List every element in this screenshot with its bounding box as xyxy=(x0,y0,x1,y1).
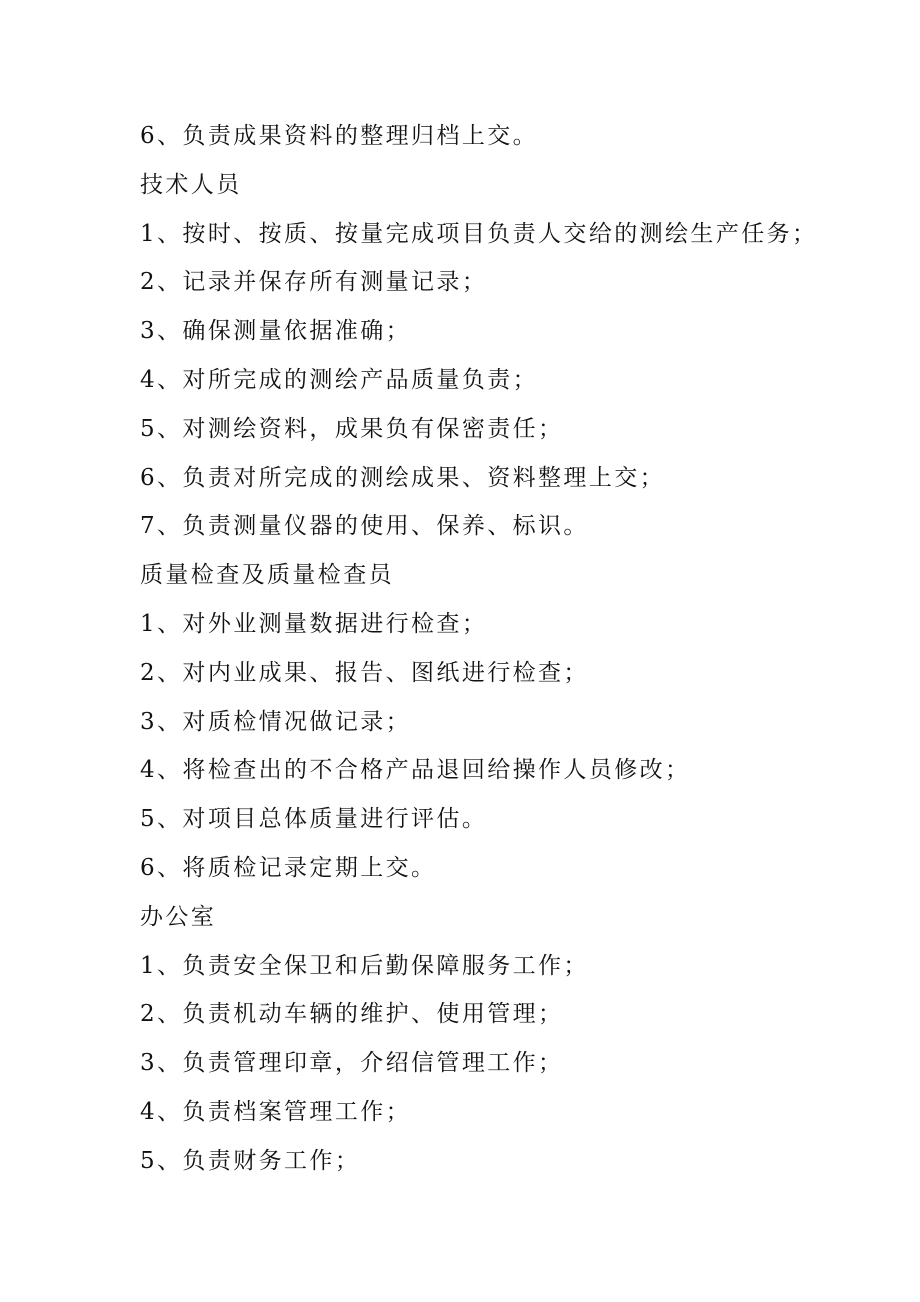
list-item: 5、对项目总体质量进行评估。 xyxy=(140,806,488,833)
list-item: 6、负责成果资料的整理归档上交。 xyxy=(140,123,539,149)
list-item: 5、对测绘资料，成果负有保密责任； xyxy=(140,415,564,442)
list-item: 1、按时、按质、按量完成项目负责人交给的测绘生产任务； xyxy=(140,220,818,247)
list-item: 3、对质检情况做记录； xyxy=(140,708,412,735)
list-item: 4、将检查出的不合格产品退回给操作人员修改； xyxy=(140,757,691,784)
list-item: 7、负责测量仪器的使用、保养、标识。 xyxy=(140,513,589,540)
list-item: 2、负责机动车辆的维护、使用管理； xyxy=(140,1001,564,1028)
list-item: 2、对内业成果、报告、图纸进行检查； xyxy=(140,659,589,686)
section-heading-technical-staff: 技术人员 xyxy=(140,171,242,198)
list-item: 4、负责档案管理工作； xyxy=(140,1098,412,1125)
list-item: 5、负责财务工作； xyxy=(140,1147,361,1174)
list-item: 6、负责对所完成的测绘成果、资料整理上交； xyxy=(140,464,666,491)
section-heading-quality-inspection: 质量检查及质量检查员 xyxy=(140,562,394,589)
list-item: 4、对所完成的测绘产品质量负责； xyxy=(140,366,539,393)
document-body xyxy=(140,112,840,1186)
list-item: 6、将质检记录定期上交。 xyxy=(140,854,437,881)
list-item: 1、对外业测量数据进行检查； xyxy=(140,610,488,637)
list-item: 3、确保测量依据准确； xyxy=(140,318,412,345)
list-item: 1、负责安全保卫和后勤保障服务工作； xyxy=(140,952,589,979)
list-item: 3、负责管理印章，介绍信管理工作； xyxy=(140,1050,564,1077)
section-heading-office: 办公室 xyxy=(140,903,217,930)
list-item: 2、记录并保存所有测量记录； xyxy=(140,269,488,296)
